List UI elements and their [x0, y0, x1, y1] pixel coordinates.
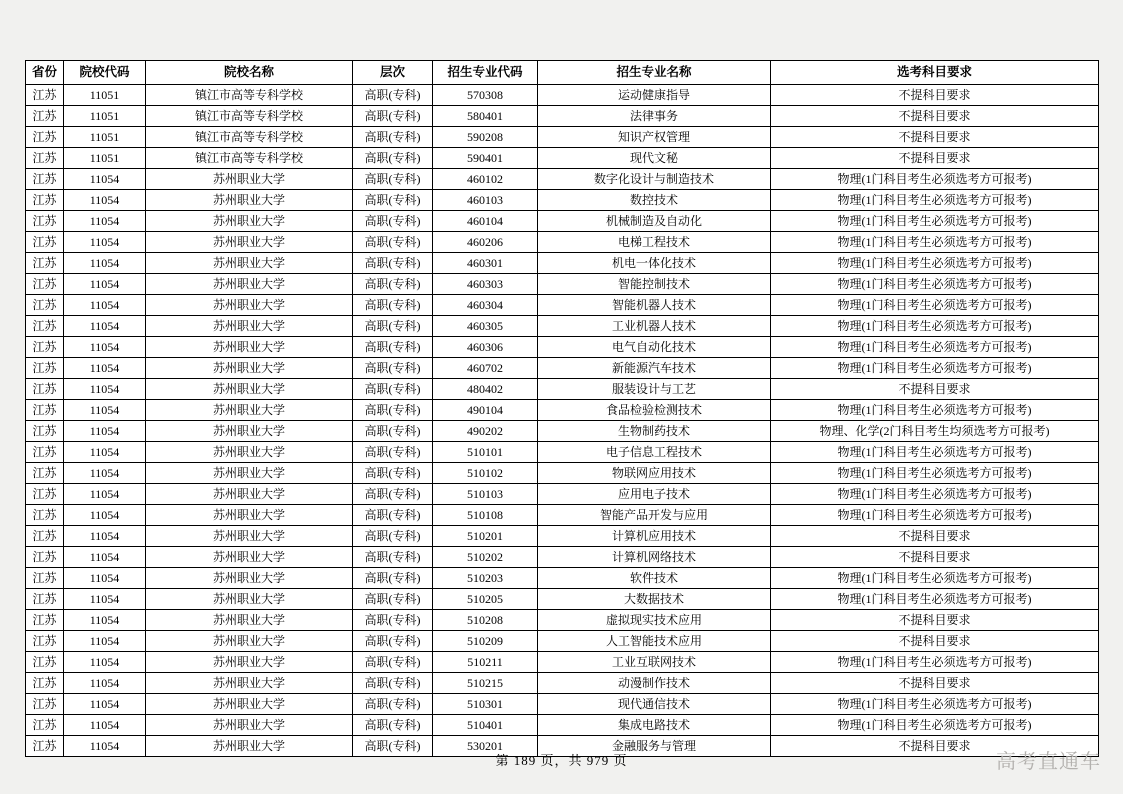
table-cell: 高职(专科) [353, 379, 433, 400]
table-header-cell: 招生专业名称 [538, 61, 771, 85]
table-cell: 11054 [64, 400, 146, 421]
table-cell: 11054 [64, 211, 146, 232]
table-cell: 不提科目要求 [771, 547, 1099, 568]
table-cell: 集成电路技术 [538, 715, 771, 736]
table-row [26, 694, 1099, 715]
table-cell: 物理(1门科目考生必须选考方可报考) [771, 358, 1099, 379]
table-cell: 苏州职业大学 [146, 463, 353, 484]
table-row [26, 505, 1099, 526]
table-cell: 高职(专科) [353, 526, 433, 547]
table-cell: 11054 [64, 169, 146, 190]
table-cell: 苏州职业大学 [146, 400, 353, 421]
table-cell: 不提科目要求 [771, 673, 1099, 694]
table-row [26, 316, 1099, 337]
table-cell: 物理、化学(2门科目考生均须选考方可报考) [771, 421, 1099, 442]
table-cell: 苏州职业大学 [146, 589, 353, 610]
table-cell: 苏州职业大学 [146, 631, 353, 652]
table-cell: 服装设计与工艺 [538, 379, 771, 400]
table-cell: 高职(专科) [353, 736, 433, 757]
table-cell: 510401 [433, 715, 538, 736]
brand-watermark: 高考直通车 [996, 751, 1101, 773]
table-cell: 11054 [64, 190, 146, 211]
table-cell: 镇江市高等专科学校 [146, 148, 353, 169]
table-cell: 11054 [64, 337, 146, 358]
table-cell: 11051 [64, 127, 146, 148]
table-cell: 高职(专科) [353, 568, 433, 589]
table-cell: 510208 [433, 610, 538, 631]
table-cell: 苏州职业大学 [146, 715, 353, 736]
table-cell: 镇江市高等专科学校 [146, 85, 353, 106]
table-row [26, 106, 1099, 127]
table-cell: 计算机网络技术 [538, 547, 771, 568]
table-row [26, 295, 1099, 316]
table-cell: 镇江市高等专科学校 [146, 106, 353, 127]
table-cell: 江苏 [26, 211, 64, 232]
table-cell: 高职(专科) [353, 505, 433, 526]
table-cell: 虚拟现实技术应用 [538, 610, 771, 631]
table-row [26, 190, 1099, 211]
table-cell: 高职(专科) [353, 295, 433, 316]
table-cell: 物联网应用技术 [538, 463, 771, 484]
table-header-cell: 招生专业代码 [433, 61, 538, 85]
table-cell: 物理(1门科目考生必须选考方可报考) [771, 316, 1099, 337]
table-cell: 高职(专科) [353, 484, 433, 505]
table-cell: 11054 [64, 316, 146, 337]
table-cell: 数控技术 [538, 190, 771, 211]
table-cell: 11054 [64, 736, 146, 757]
table-row [26, 442, 1099, 463]
table-cell: 现代通信技术 [538, 694, 771, 715]
table-cell: 高职(专科) [353, 631, 433, 652]
table-cell: 江苏 [26, 358, 64, 379]
table-cell: 11054 [64, 358, 146, 379]
table-cell: 460103 [433, 190, 538, 211]
table-cell: 智能产品开发与应用 [538, 505, 771, 526]
table-cell: 江苏 [26, 379, 64, 400]
table-cell: 数字化设计与制造技术 [538, 169, 771, 190]
table-cell: 高职(专科) [353, 148, 433, 169]
table-cell: 江苏 [26, 295, 64, 316]
table-cell: 490104 [433, 400, 538, 421]
table-cell: 460305 [433, 316, 538, 337]
table-cell: 新能源汽车技术 [538, 358, 771, 379]
table-cell: 机械制造及自动化 [538, 211, 771, 232]
table-cell: 高职(专科) [353, 400, 433, 421]
table-cell: 江苏 [26, 463, 64, 484]
table-cell: 11051 [64, 85, 146, 106]
table-header-cell: 层次 [353, 61, 433, 85]
table-cell: 江苏 [26, 694, 64, 715]
table-cell: 苏州职业大学 [146, 190, 353, 211]
table-cell: 人工智能技术应用 [538, 631, 771, 652]
table-row [26, 232, 1099, 253]
table-cell: 苏州职业大学 [146, 442, 353, 463]
table-body [26, 85, 1099, 757]
table-cell: 490202 [433, 421, 538, 442]
table-row [26, 85, 1099, 106]
table-row [26, 526, 1099, 547]
table-row [26, 568, 1099, 589]
table-row [26, 652, 1099, 673]
table-cell: 苏州职业大学 [146, 337, 353, 358]
table-cell: 江苏 [26, 274, 64, 295]
table-row [26, 421, 1099, 442]
table-cell: 480402 [433, 379, 538, 400]
table-cell: 工业机器人技术 [538, 316, 771, 337]
table-row [26, 148, 1099, 169]
table-cell: 电气自动化技术 [538, 337, 771, 358]
table-cell: 11054 [64, 568, 146, 589]
table-cell: 动漫制作技术 [538, 673, 771, 694]
table-cell: 物理(1门科目考生必须选考方可报考) [771, 253, 1099, 274]
table-cell: 11054 [64, 274, 146, 295]
table-cell: 现代文秘 [538, 148, 771, 169]
table-cell: 物理(1门科目考生必须选考方可报考) [771, 295, 1099, 316]
table-cell: 江苏 [26, 505, 64, 526]
table-cell: 物理(1门科目考生必须选考方可报考) [771, 715, 1099, 736]
table-cell: 高职(专科) [353, 169, 433, 190]
table-cell: 应用电子技术 [538, 484, 771, 505]
table-cell: 苏州职业大学 [146, 610, 353, 631]
table-cell: 苏州职业大学 [146, 673, 353, 694]
table-cell: 江苏 [26, 127, 64, 148]
table-cell: 大数据技术 [538, 589, 771, 610]
table-cell: 物理(1门科目考生必须选考方可报考) [771, 652, 1099, 673]
table-cell: 江苏 [26, 85, 64, 106]
table-cell: 苏州职业大学 [146, 358, 353, 379]
table-cell: 510102 [433, 463, 538, 484]
table-cell: 高职(专科) [353, 442, 433, 463]
table-cell: 11054 [64, 463, 146, 484]
table-cell: 510301 [433, 694, 538, 715]
table-cell: 不提科目要求 [771, 148, 1099, 169]
table-cell: 高职(专科) [353, 358, 433, 379]
table-cell: 高职(专科) [353, 547, 433, 568]
table-cell: 苏州职业大学 [146, 421, 353, 442]
table-cell: 法律事务 [538, 106, 771, 127]
table-cell: 460306 [433, 337, 538, 358]
table-cell: 智能控制技术 [538, 274, 771, 295]
table-cell: 11054 [64, 589, 146, 610]
table-cell: 苏州职业大学 [146, 379, 353, 400]
table-cell: 江苏 [26, 673, 64, 694]
table-header-cell: 省份 [26, 61, 64, 85]
table-cell: 460104 [433, 211, 538, 232]
table-cell: 510103 [433, 484, 538, 505]
table-cell: 苏州职业大学 [146, 232, 353, 253]
table-header-cell: 选考科目要求 [771, 61, 1099, 85]
table-cell: 11051 [64, 106, 146, 127]
table-cell: 苏州职业大学 [146, 169, 353, 190]
table-cell: 460304 [433, 295, 538, 316]
table-cell: 11051 [64, 148, 146, 169]
table-cell: 11054 [64, 253, 146, 274]
table-cell: 物理(1门科目考生必须选考方可报考) [771, 169, 1099, 190]
table-cell: 高职(专科) [353, 715, 433, 736]
table-cell: 510209 [433, 631, 538, 652]
table-cell: 不提科目要求 [771, 127, 1099, 148]
table-cell: 运动健康指导 [538, 85, 771, 106]
table-cell: 11054 [64, 505, 146, 526]
table-cell: 苏州职业大学 [146, 316, 353, 337]
table-cell: 苏州职业大学 [146, 652, 353, 673]
table-container [25, 60, 1098, 757]
table-cell: 江苏 [26, 190, 64, 211]
table-row [26, 400, 1099, 421]
table-cell: 江苏 [26, 442, 64, 463]
table-cell: 江苏 [26, 106, 64, 127]
admissions-table [25, 60, 1099, 757]
table-cell: 高职(专科) [353, 316, 433, 337]
table-cell: 11054 [64, 547, 146, 568]
table-cell: 物理(1门科目考生必须选考方可报考) [771, 232, 1099, 253]
table-cell: 苏州职业大学 [146, 568, 353, 589]
table-cell: 510108 [433, 505, 538, 526]
table-cell: 江苏 [26, 652, 64, 673]
table-cell: 高职(专科) [353, 127, 433, 148]
table-cell: 苏州职业大学 [146, 526, 353, 547]
table-cell: 江苏 [26, 526, 64, 547]
table-cell: 510205 [433, 589, 538, 610]
table-cell: 高职(专科) [353, 673, 433, 694]
table-cell: 物理(1门科目考生必须选考方可报考) [771, 337, 1099, 358]
page-number-text: 第 189 页，共 979 页 [495, 753, 628, 768]
table-cell: 高职(专科) [353, 274, 433, 295]
table-cell: 高职(专科) [353, 589, 433, 610]
table-cell: 物理(1门科目考生必须选考方可报考) [771, 694, 1099, 715]
table-header-cell: 院校代码 [64, 61, 146, 85]
table-cell: 计算机应用技术 [538, 526, 771, 547]
table-cell: 590401 [433, 148, 538, 169]
table-cell: 江苏 [26, 169, 64, 190]
table-row [26, 547, 1099, 568]
table-cell: 知识产权管理 [538, 127, 771, 148]
table-cell: 江苏 [26, 484, 64, 505]
table-cell: 江苏 [26, 631, 64, 652]
table-cell: 江苏 [26, 610, 64, 631]
table-cell: 510215 [433, 673, 538, 694]
table-cell: 11054 [64, 715, 146, 736]
table-row [26, 169, 1099, 190]
table-cell: 机电一体化技术 [538, 253, 771, 274]
table-cell: 江苏 [26, 232, 64, 253]
table-cell: 11054 [64, 610, 146, 631]
table-cell: 苏州职业大学 [146, 484, 353, 505]
table-cell: 苏州职业大学 [146, 694, 353, 715]
table-cell: 江苏 [26, 337, 64, 358]
table-cell: 11054 [64, 232, 146, 253]
table-cell: 11054 [64, 484, 146, 505]
table-cell: 江苏 [26, 421, 64, 442]
table-header-row [26, 61, 1099, 85]
table-cell: 江苏 [26, 736, 64, 757]
table-row [26, 673, 1099, 694]
table-cell: 530201 [433, 736, 538, 757]
table-cell: 高职(专科) [353, 253, 433, 274]
table-cell: 物理(1门科目考生必须选考方可报考) [771, 442, 1099, 463]
table-cell: 460301 [433, 253, 538, 274]
table-cell: 460206 [433, 232, 538, 253]
table-cell: 510203 [433, 568, 538, 589]
table-cell: 590208 [433, 127, 538, 148]
table-cell: 江苏 [26, 589, 64, 610]
table-row [26, 379, 1099, 400]
table-cell: 苏州职业大学 [146, 736, 353, 757]
table-cell: 江苏 [26, 568, 64, 589]
table-cell: 510211 [433, 652, 538, 673]
table-row [26, 589, 1099, 610]
table-row [26, 274, 1099, 295]
table-cell: 高职(专科) [353, 421, 433, 442]
table-cell: 高职(专科) [353, 85, 433, 106]
table-row [26, 463, 1099, 484]
table-cell: 苏州职业大学 [146, 547, 353, 568]
table-cell: 不提科目要求 [771, 610, 1099, 631]
table-cell: 高职(专科) [353, 337, 433, 358]
table-cell: 460303 [433, 274, 538, 295]
table-cell: 高职(专科) [353, 232, 433, 253]
table-row [26, 484, 1099, 505]
table-cell: 460702 [433, 358, 538, 379]
table-cell: 11054 [64, 694, 146, 715]
table-cell: 11054 [64, 442, 146, 463]
table-cell: 江苏 [26, 148, 64, 169]
table-cell: 生物制药技术 [538, 421, 771, 442]
table-cell: 11054 [64, 652, 146, 673]
table-cell: 不提科目要求 [771, 631, 1099, 652]
table-cell: 11054 [64, 673, 146, 694]
table-cell: 510202 [433, 547, 538, 568]
table-cell: 不提科目要求 [771, 85, 1099, 106]
table-cell: 510201 [433, 526, 538, 547]
table-cell: 物理(1门科目考生必须选考方可报考) [771, 190, 1099, 211]
table-cell: 不提科目要求 [771, 106, 1099, 127]
table-cell: 苏州职业大学 [146, 211, 353, 232]
table-cell: 11054 [64, 295, 146, 316]
table-cell: 食品检验检测技术 [538, 400, 771, 421]
table-cell: 金融服务与管理 [538, 736, 771, 757]
table-cell: 580401 [433, 106, 538, 127]
table-row [26, 211, 1099, 232]
table-cell: 11054 [64, 379, 146, 400]
table-cell: 高职(专科) [353, 610, 433, 631]
table-cell: 物理(1门科目考生必须选考方可报考) [771, 274, 1099, 295]
table-cell: 苏州职业大学 [146, 274, 353, 295]
table-cell: 江苏 [26, 400, 64, 421]
table-cell: 高职(专科) [353, 652, 433, 673]
table-cell: 江苏 [26, 547, 64, 568]
table-cell: 物理(1门科目考生必须选考方可报考) [771, 484, 1099, 505]
table-cell: 高职(专科) [353, 106, 433, 127]
table-cell: 物理(1门科目考生必须选考方可报考) [771, 211, 1099, 232]
table-cell: 11054 [64, 526, 146, 547]
table-row [26, 127, 1099, 148]
table-cell: 不提科目要求 [771, 526, 1099, 547]
table-cell: 物理(1门科目考生必须选考方可报考) [771, 400, 1099, 421]
table-cell: 江苏 [26, 715, 64, 736]
table-cell: 460102 [433, 169, 538, 190]
table-cell: 11054 [64, 421, 146, 442]
table-cell: 高职(专科) [353, 694, 433, 715]
table-cell: 江苏 [26, 253, 64, 274]
table-cell: 苏州职业大学 [146, 295, 353, 316]
table-row [26, 610, 1099, 631]
table-cell: 高职(专科) [353, 190, 433, 211]
table-cell: 高职(专科) [353, 463, 433, 484]
table-row [26, 253, 1099, 274]
table-cell: 物理(1门科目考生必须选考方可报考) [771, 463, 1099, 484]
table-cell: 江苏 [26, 316, 64, 337]
table-cell: 物理(1门科目考生必须选考方可报考) [771, 589, 1099, 610]
table-cell: 智能机器人技术 [538, 295, 771, 316]
table-row [26, 337, 1099, 358]
table-row [26, 631, 1099, 652]
table-cell: 苏州职业大学 [146, 505, 353, 526]
table-cell: 软件技术 [538, 568, 771, 589]
table-cell: 物理(1门科目考生必须选考方可报考) [771, 568, 1099, 589]
table-cell: 工业互联网技术 [538, 652, 771, 673]
table-cell: 苏州职业大学 [146, 253, 353, 274]
table-cell: 镇江市高等专科学校 [146, 127, 353, 148]
table-cell: 物理(1门科目考生必须选考方可报考) [771, 505, 1099, 526]
table-cell: 11054 [64, 631, 146, 652]
table-header-cell: 院校名称 [146, 61, 353, 85]
table-cell: 电子信息工程技术 [538, 442, 771, 463]
table-cell: 不提科目要求 [771, 379, 1099, 400]
table-cell: 570308 [433, 85, 538, 106]
table-cell: 不提科目要求 [771, 736, 1099, 757]
table-cell: 高职(专科) [353, 211, 433, 232]
table-row [26, 715, 1099, 736]
table-row [26, 358, 1099, 379]
table-cell: 电梯工程技术 [538, 232, 771, 253]
table-cell: 510101 [433, 442, 538, 463]
